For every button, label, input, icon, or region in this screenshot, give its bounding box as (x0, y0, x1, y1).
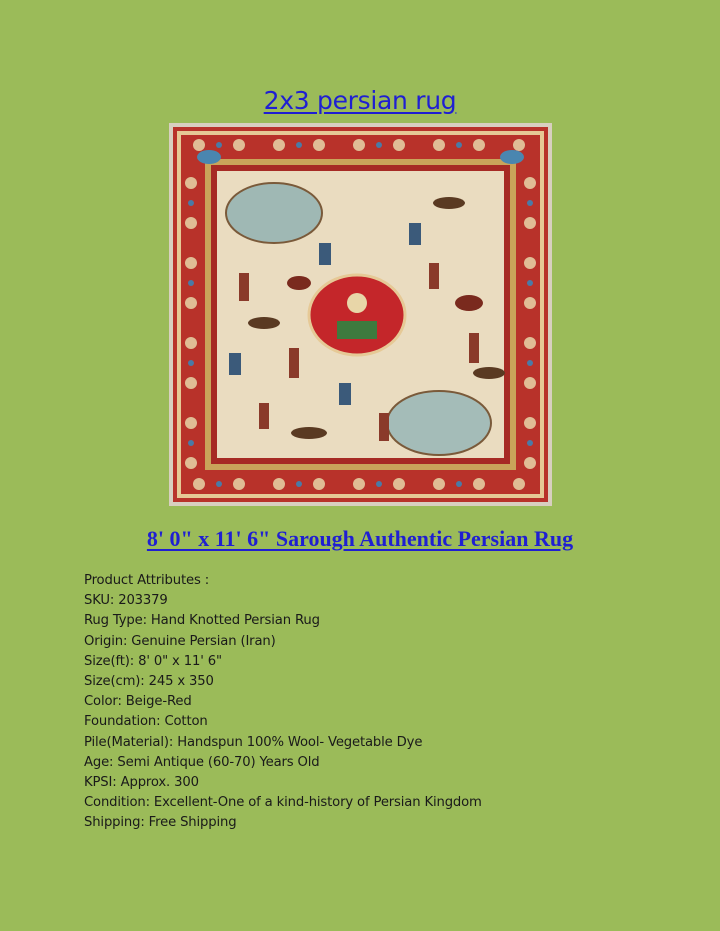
attribute-shipping: Shipping: Free Shipping (84, 815, 237, 831)
attribute-rug-type: Rug Type: Hand Knotted Persian Rug (84, 613, 320, 629)
attribute-origin: Origin: Genuine Persian (Iran) (84, 633, 276, 649)
attribute-pile: Pile(Material): Handspun 100% Wool- Vegetable Dye (84, 734, 423, 750)
attribute-sku: SKU: 203379 (84, 593, 168, 609)
attribute-color: Color: Beige-Red (84, 694, 192, 710)
attribute-condition: Condition: Excellent-One of a kind-history of Persian Kingdom (84, 795, 482, 811)
attribute-kpsi: KPSI: Approx. 300 (84, 775, 199, 791)
product-attributes (84, 571, 644, 834)
product-heading[interactable]: 8' 0" x 11' 6" Sarough Authentic Persian Rug (146, 526, 574, 551)
attribute-size-cm: Size(cm): 245 x 350 (84, 674, 214, 690)
attribute-age: Age: Semi Antique (60-70) Years Old (84, 754, 320, 770)
attributes-header: Product Attributes : (84, 573, 209, 588)
page-title[interactable]: 2x3 persian rug (263, 86, 457, 115)
attribute-size-ft: Size(ft): 8' 0" x 11' 6" (84, 653, 222, 669)
rug-image (169, 123, 552, 506)
attribute-foundation: Foundation: Cotton (84, 714, 208, 730)
